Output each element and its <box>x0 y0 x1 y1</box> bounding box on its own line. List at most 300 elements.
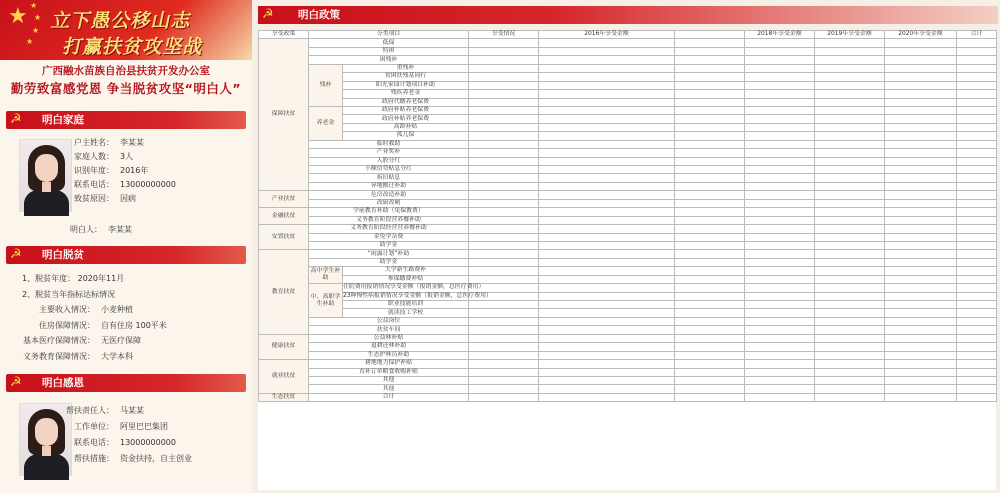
amount-cell[interactable] <box>815 199 885 207</box>
amount-cell[interactable] <box>815 64 885 72</box>
amount-cell[interactable] <box>745 360 815 368</box>
amount-cell[interactable] <box>675 258 745 266</box>
amount-cell[interactable] <box>957 351 997 359</box>
amount-cell[interactable] <box>745 351 815 359</box>
amount-cell[interactable] <box>815 275 885 283</box>
amount-cell[interactable] <box>675 225 745 233</box>
amount-cell[interactable] <box>675 39 745 47</box>
amount-cell[interactable] <box>885 64 957 72</box>
amount-cell[interactable] <box>745 267 815 275</box>
amount-cell[interactable] <box>885 174 957 182</box>
amount-cell[interactable] <box>469 267 539 275</box>
amount-cell[interactable] <box>675 174 745 182</box>
amount-cell[interactable] <box>815 216 885 224</box>
amount-cell[interactable] <box>745 123 815 131</box>
amount-cell[interactable] <box>539 250 675 258</box>
amount-cell[interactable] <box>885 241 957 249</box>
amount-cell[interactable] <box>957 292 997 300</box>
amount-cell[interactable] <box>745 225 815 233</box>
amount-cell[interactable] <box>675 250 745 258</box>
amount-cell[interactable] <box>957 140 997 148</box>
amount-cell[interactable] <box>745 317 815 325</box>
amount-cell[interactable] <box>745 132 815 140</box>
amount-cell[interactable] <box>885 368 957 376</box>
amount-cell[interactable] <box>815 393 885 401</box>
amount-cell[interactable] <box>957 98 997 106</box>
amount-cell[interactable] <box>539 115 675 123</box>
amount-cell[interactable] <box>885 199 957 207</box>
amount-cell[interactable] <box>957 393 997 401</box>
amount-cell[interactable] <box>885 343 957 351</box>
amount-cell[interactable] <box>885 216 957 224</box>
amount-cell[interactable] <box>745 284 815 292</box>
amount-cell[interactable] <box>885 225 957 233</box>
amount-cell[interactable] <box>957 182 997 190</box>
amount-cell[interactable] <box>957 326 997 334</box>
amount-cell[interactable] <box>815 81 885 89</box>
amount-cell[interactable] <box>745 47 815 55</box>
amount-cell[interactable] <box>745 216 815 224</box>
amount-cell[interactable] <box>539 343 675 351</box>
amount-cell[interactable] <box>469 233 539 241</box>
amount-cell[interactable] <box>815 39 885 47</box>
amount-cell[interactable] <box>539 385 675 393</box>
amount-cell[interactable] <box>815 334 885 342</box>
amount-cell[interactable] <box>957 123 997 131</box>
amount-cell[interactable] <box>539 106 675 114</box>
amount-cell[interactable] <box>675 123 745 131</box>
amount-cell[interactable] <box>815 241 885 249</box>
amount-cell[interactable] <box>539 376 675 384</box>
amount-cell[interactable] <box>469 115 539 123</box>
amount-cell[interactable] <box>957 376 997 384</box>
amount-cell[interactable] <box>815 56 885 64</box>
amount-cell[interactable] <box>539 225 675 233</box>
amount-cell[interactable] <box>815 115 885 123</box>
amount-cell[interactable] <box>957 343 997 351</box>
amount-cell[interactable] <box>469 334 539 342</box>
amount-cell[interactable] <box>815 292 885 300</box>
amount-cell[interactable] <box>539 64 675 72</box>
amount-cell[interactable] <box>745 301 815 309</box>
amount-cell[interactable] <box>675 208 745 216</box>
amount-cell[interactable] <box>539 90 675 98</box>
amount-cell[interactable] <box>539 301 675 309</box>
amount-cell[interactable] <box>885 157 957 165</box>
amount-cell[interactable] <box>469 199 539 207</box>
amount-cell[interactable] <box>469 166 539 174</box>
amount-cell[interactable] <box>957 309 997 317</box>
amount-cell[interactable] <box>815 267 885 275</box>
amount-cell[interactable] <box>885 123 957 131</box>
amount-cell[interactable] <box>957 208 997 216</box>
amount-cell[interactable] <box>675 317 745 325</box>
amount-cell[interactable] <box>885 301 957 309</box>
amount-cell[interactable] <box>957 157 997 165</box>
amount-cell[interactable] <box>957 81 997 89</box>
amount-cell[interactable] <box>885 56 957 64</box>
amount-cell[interactable] <box>469 123 539 131</box>
amount-cell[interactable] <box>745 191 815 199</box>
amount-cell[interactable] <box>815 208 885 216</box>
amount-cell[interactable] <box>745 182 815 190</box>
amount-cell[interactable] <box>745 368 815 376</box>
amount-cell[interactable] <box>675 233 745 241</box>
amount-cell[interactable] <box>675 368 745 376</box>
amount-cell[interactable] <box>539 81 675 89</box>
amount-cell[interactable] <box>469 56 539 64</box>
amount-cell[interactable] <box>675 376 745 384</box>
amount-cell[interactable] <box>815 166 885 174</box>
amount-cell[interactable] <box>469 275 539 283</box>
amount-cell[interactable] <box>539 174 675 182</box>
amount-cell[interactable] <box>745 98 815 106</box>
amount-cell[interactable] <box>675 81 745 89</box>
amount-cell[interactable] <box>745 250 815 258</box>
amount-cell[interactable] <box>469 81 539 89</box>
amount-cell[interactable] <box>815 284 885 292</box>
amount-cell[interactable] <box>885 208 957 216</box>
amount-cell[interactable] <box>745 199 815 207</box>
amount-cell[interactable] <box>539 132 675 140</box>
amount-cell[interactable] <box>469 191 539 199</box>
amount-cell[interactable] <box>469 385 539 393</box>
amount-cell[interactable] <box>539 284 675 292</box>
amount-cell[interactable] <box>815 174 885 182</box>
amount-cell[interactable] <box>469 182 539 190</box>
amount-cell[interactable] <box>885 191 957 199</box>
amount-cell[interactable] <box>885 140 957 148</box>
amount-cell[interactable] <box>539 393 675 401</box>
amount-cell[interactable] <box>539 199 675 207</box>
amount-cell[interactable] <box>885 115 957 123</box>
amount-cell[interactable] <box>675 301 745 309</box>
amount-cell[interactable] <box>957 106 997 114</box>
amount-cell[interactable] <box>885 233 957 241</box>
amount-cell[interactable] <box>469 376 539 384</box>
amount-cell[interactable] <box>675 267 745 275</box>
amount-cell[interactable] <box>745 208 815 216</box>
amount-cell[interactable] <box>675 166 745 174</box>
amount-cell[interactable] <box>675 309 745 317</box>
amount-cell[interactable] <box>539 140 675 148</box>
amount-cell[interactable] <box>815 47 885 55</box>
amount-cell[interactable] <box>815 233 885 241</box>
amount-cell[interactable] <box>675 351 745 359</box>
amount-cell[interactable] <box>957 64 997 72</box>
amount-cell[interactable] <box>745 343 815 351</box>
amount-cell[interactable] <box>469 309 539 317</box>
amount-cell[interactable] <box>469 317 539 325</box>
amount-cell[interactable] <box>675 115 745 123</box>
amount-cell[interactable] <box>469 157 539 165</box>
amount-cell[interactable] <box>745 326 815 334</box>
amount-cell[interactable] <box>815 301 885 309</box>
amount-cell[interactable] <box>675 360 745 368</box>
amount-cell[interactable] <box>885 182 957 190</box>
amount-cell[interactable] <box>815 309 885 317</box>
amount-cell[interactable] <box>675 132 745 140</box>
amount-cell[interactable] <box>469 106 539 114</box>
amount-cell[interactable] <box>745 174 815 182</box>
amount-cell[interactable] <box>957 258 997 266</box>
amount-cell[interactable] <box>539 292 675 300</box>
amount-cell[interactable] <box>815 98 885 106</box>
amount-cell[interactable] <box>885 90 957 98</box>
amount-cell[interactable] <box>469 301 539 309</box>
amount-cell[interactable] <box>539 241 675 249</box>
amount-cell[interactable] <box>675 393 745 401</box>
amount-cell[interactable] <box>745 275 815 283</box>
amount-cell[interactable] <box>469 351 539 359</box>
amount-cell[interactable] <box>539 182 675 190</box>
amount-cell[interactable] <box>675 73 745 81</box>
amount-cell[interactable] <box>675 106 745 114</box>
amount-cell[interactable] <box>745 149 815 157</box>
amount-cell[interactable] <box>957 90 997 98</box>
amount-cell[interactable] <box>539 73 675 81</box>
amount-cell[interactable] <box>539 56 675 64</box>
amount-cell[interactable] <box>745 292 815 300</box>
amount-cell[interactable] <box>539 233 675 241</box>
amount-cell[interactable] <box>745 81 815 89</box>
amount-cell[interactable] <box>539 208 675 216</box>
amount-cell[interactable] <box>885 393 957 401</box>
amount-cell[interactable] <box>469 343 539 351</box>
amount-cell[interactable] <box>539 258 675 266</box>
amount-cell[interactable] <box>957 174 997 182</box>
amount-cell[interactable] <box>815 157 885 165</box>
amount-cell[interactable] <box>469 368 539 376</box>
amount-cell[interactable] <box>745 73 815 81</box>
amount-cell[interactable] <box>885 166 957 174</box>
amount-cell[interactable] <box>885 317 957 325</box>
amount-cell[interactable] <box>815 123 885 131</box>
amount-cell[interactable] <box>815 90 885 98</box>
amount-cell[interactable] <box>815 73 885 81</box>
amount-cell[interactable] <box>815 326 885 334</box>
amount-cell[interactable] <box>745 64 815 72</box>
amount-cell[interactable] <box>539 47 675 55</box>
amount-cell[interactable] <box>815 132 885 140</box>
amount-cell[interactable] <box>957 39 997 47</box>
amount-cell[interactable] <box>815 182 885 190</box>
amount-cell[interactable] <box>675 182 745 190</box>
amount-cell[interactable] <box>675 199 745 207</box>
amount-cell[interactable] <box>885 149 957 157</box>
amount-cell[interactable] <box>469 225 539 233</box>
amount-cell[interactable] <box>539 334 675 342</box>
amount-cell[interactable] <box>957 132 997 140</box>
amount-cell[interactable] <box>745 376 815 384</box>
amount-cell[interactable] <box>957 233 997 241</box>
amount-cell[interactable] <box>469 208 539 216</box>
amount-cell[interactable] <box>675 241 745 249</box>
amount-cell[interactable] <box>885 39 957 47</box>
amount-cell[interactable] <box>885 258 957 266</box>
amount-cell[interactable] <box>675 334 745 342</box>
amount-cell[interactable] <box>675 385 745 393</box>
amount-cell[interactable] <box>957 216 997 224</box>
amount-cell[interactable] <box>815 140 885 148</box>
amount-cell[interactable] <box>957 317 997 325</box>
amount-cell[interactable] <box>815 317 885 325</box>
amount-cell[interactable] <box>469 47 539 55</box>
amount-cell[interactable] <box>957 360 997 368</box>
amount-cell[interactable] <box>539 267 675 275</box>
amount-cell[interactable] <box>469 216 539 224</box>
amount-cell[interactable] <box>539 166 675 174</box>
amount-cell[interactable] <box>675 275 745 283</box>
amount-cell[interactable] <box>539 157 675 165</box>
amount-cell[interactable] <box>675 216 745 224</box>
amount-cell[interactable] <box>539 216 675 224</box>
amount-cell[interactable] <box>957 275 997 283</box>
amount-cell[interactable] <box>815 351 885 359</box>
amount-cell[interactable] <box>957 334 997 342</box>
amount-cell[interactable] <box>469 250 539 258</box>
amount-cell[interactable] <box>745 309 815 317</box>
amount-cell[interactable] <box>815 368 885 376</box>
amount-cell[interactable] <box>469 90 539 98</box>
amount-cell[interactable] <box>539 275 675 283</box>
amount-cell[interactable] <box>885 275 957 283</box>
amount-cell[interactable] <box>675 56 745 64</box>
amount-cell[interactable] <box>957 284 997 292</box>
amount-cell[interactable] <box>815 106 885 114</box>
amount-cell[interactable] <box>885 309 957 317</box>
amount-cell[interactable] <box>957 250 997 258</box>
amount-cell[interactable] <box>539 317 675 325</box>
amount-cell[interactable] <box>745 140 815 148</box>
amount-cell[interactable] <box>745 233 815 241</box>
amount-cell[interactable] <box>539 351 675 359</box>
amount-cell[interactable] <box>957 47 997 55</box>
amount-cell[interactable] <box>539 309 675 317</box>
amount-cell[interactable] <box>675 157 745 165</box>
amount-cell[interactable] <box>885 360 957 368</box>
amount-cell[interactable] <box>815 149 885 157</box>
amount-cell[interactable] <box>745 56 815 64</box>
amount-cell[interactable] <box>469 64 539 72</box>
amount-cell[interactable] <box>675 90 745 98</box>
amount-cell[interactable] <box>885 47 957 55</box>
amount-cell[interactable] <box>675 149 745 157</box>
amount-cell[interactable] <box>815 376 885 384</box>
amount-cell[interactable] <box>745 106 815 114</box>
amount-cell[interactable] <box>469 73 539 81</box>
amount-cell[interactable] <box>957 199 997 207</box>
amount-cell[interactable] <box>539 39 675 47</box>
amount-cell[interactable] <box>675 47 745 55</box>
amount-cell[interactable] <box>957 166 997 174</box>
amount-cell[interactable] <box>675 326 745 334</box>
amount-cell[interactable] <box>957 385 997 393</box>
amount-cell[interactable] <box>815 343 885 351</box>
amount-cell[interactable] <box>885 351 957 359</box>
amount-cell[interactable] <box>815 360 885 368</box>
amount-cell[interactable] <box>957 301 997 309</box>
amount-cell[interactable] <box>885 106 957 114</box>
amount-cell[interactable] <box>885 132 957 140</box>
amount-cell[interactable] <box>885 292 957 300</box>
amount-cell[interactable] <box>885 284 957 292</box>
amount-cell[interactable] <box>885 98 957 106</box>
amount-cell[interactable] <box>469 174 539 182</box>
amount-cell[interactable] <box>675 64 745 72</box>
amount-cell[interactable] <box>675 284 745 292</box>
amount-cell[interactable] <box>469 326 539 334</box>
amount-cell[interactable] <box>745 393 815 401</box>
amount-cell[interactable] <box>957 267 997 275</box>
amount-cell[interactable] <box>815 225 885 233</box>
amount-cell[interactable] <box>745 157 815 165</box>
amount-cell[interactable] <box>745 258 815 266</box>
amount-cell[interactable] <box>539 149 675 157</box>
section-header-gratitude <box>6 374 246 392</box>
amount-cell[interactable] <box>745 385 815 393</box>
amount-cell[interactable] <box>885 267 957 275</box>
amount-cell[interactable] <box>815 258 885 266</box>
amount-cell[interactable] <box>957 368 997 376</box>
amount-cell[interactable] <box>815 250 885 258</box>
amount-cell[interactable] <box>957 149 997 157</box>
amount-cell[interactable] <box>745 241 815 249</box>
amount-cell[interactable] <box>469 140 539 148</box>
amount-cell[interactable] <box>675 140 745 148</box>
amount-cell[interactable] <box>469 360 539 368</box>
amount-cell[interactable] <box>745 39 815 47</box>
amount-cell[interactable] <box>539 191 675 199</box>
amount-cell[interactable] <box>885 73 957 81</box>
amount-cell[interactable] <box>539 368 675 376</box>
amount-cell[interactable] <box>469 98 539 106</box>
amount-cell[interactable] <box>957 225 997 233</box>
amount-cell[interactable] <box>885 326 957 334</box>
amount-cell[interactable] <box>957 241 997 249</box>
amount-cell[interactable] <box>539 98 675 106</box>
amount-cell[interactable] <box>957 191 997 199</box>
amount-cell[interactable] <box>885 385 957 393</box>
amount-cell[interactable] <box>815 385 885 393</box>
amount-cell[interactable] <box>885 81 957 89</box>
amount-cell[interactable] <box>745 166 815 174</box>
amount-cell[interactable] <box>469 39 539 47</box>
amount-cell[interactable] <box>469 149 539 157</box>
amount-cell[interactable] <box>469 258 539 266</box>
amount-cell[interactable] <box>469 132 539 140</box>
amount-cell[interactable] <box>539 123 675 131</box>
amount-cell[interactable] <box>675 343 745 351</box>
amount-cell[interactable] <box>815 191 885 199</box>
amount-cell[interactable] <box>745 115 815 123</box>
amount-cell[interactable] <box>539 326 675 334</box>
amount-cell[interactable] <box>675 292 745 300</box>
amount-cell[interactable] <box>745 90 815 98</box>
amount-cell[interactable] <box>675 98 745 106</box>
amount-cell[interactable] <box>957 115 997 123</box>
amount-cell[interactable] <box>885 334 957 342</box>
amount-cell[interactable] <box>539 360 675 368</box>
amount-cell[interactable] <box>745 334 815 342</box>
amount-cell[interactable] <box>957 73 997 81</box>
amount-cell[interactable] <box>675 191 745 199</box>
amount-cell[interactable] <box>885 250 957 258</box>
amount-cell[interactable] <box>957 56 997 64</box>
amount-cell[interactable] <box>469 393 539 401</box>
amount-cell[interactable] <box>885 376 957 384</box>
amount-cell[interactable] <box>469 241 539 249</box>
